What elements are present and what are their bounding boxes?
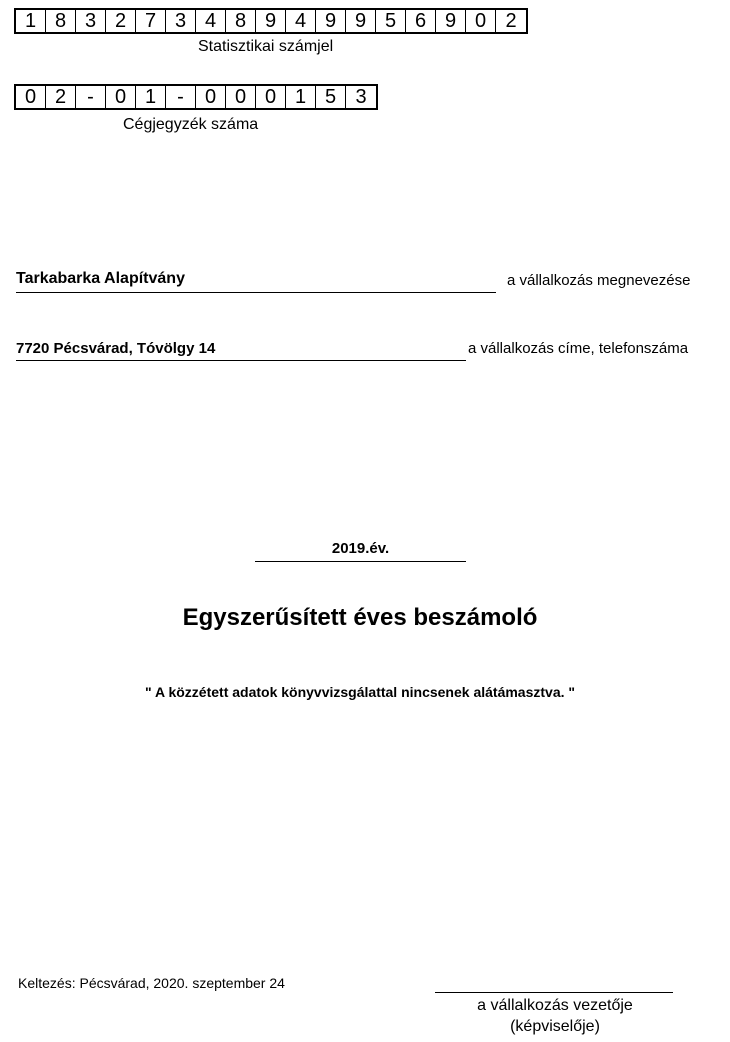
statistical-number-digit-box: 9 xyxy=(316,10,346,32)
statistical-number-digit-box: 8 xyxy=(226,10,256,32)
registration-number-digit-box: 1 xyxy=(136,86,166,108)
statistical-number-boxes xyxy=(14,8,528,34)
date-value: Keltezés: Pécsvárad, 2020. szeptember 24 xyxy=(18,975,285,991)
company-name xyxy=(16,270,496,293)
statistical-number-digit-box: 5 xyxy=(376,10,406,32)
registration-number-label: Cégjegyzék száma xyxy=(123,116,259,133)
company-address-value: 7720 Pécsvárad, Tóvölgy 14 xyxy=(16,340,216,357)
company-name-value: Tarkabarka Alapítvány xyxy=(16,270,185,287)
signature-caption-line2: (képviselője) xyxy=(510,1018,600,1035)
registration-number-digit-box: 1 xyxy=(286,86,316,108)
statistical-number-digit-box: 2 xyxy=(505,10,517,32)
company-name-label: a vállalkozás megnevezése xyxy=(507,272,691,289)
registration-number-digit-box: 2 xyxy=(46,86,76,108)
statistical-number-digit-box: 9 xyxy=(436,10,466,32)
statistical-number-digit-box: 9 xyxy=(256,10,286,32)
registration-number-digit-box: 0 xyxy=(16,86,46,108)
registration-number-digit-box: 0 xyxy=(256,86,286,108)
report-year-value: 2019.év. xyxy=(331,540,390,557)
statistical-number-digit-box: 0 xyxy=(466,10,496,32)
signature-caption-line1: a vállalkozás vezetője xyxy=(477,997,633,1014)
company-address-label: a vállalkozás címe, telefonszáma xyxy=(468,340,689,357)
registration-number-boxes xyxy=(14,84,378,110)
statistical-number-digit-box: 7 xyxy=(136,10,166,32)
statistical-number-digit-box: 4 xyxy=(196,10,226,32)
statistical-number-digit-box: 3 xyxy=(166,10,196,32)
statistical-number-label: Statisztikai számjel xyxy=(198,38,334,55)
signature-caption xyxy=(435,995,675,1037)
signature-line xyxy=(435,992,673,993)
statistical-number-digit-box: 6 xyxy=(406,10,436,32)
registration-number-digit-box: - xyxy=(166,86,196,108)
report-title: Egyszerűsített éves beszámoló xyxy=(182,604,538,631)
report-year xyxy=(255,540,466,562)
statistical-number-digit-box: 1 xyxy=(16,10,46,32)
statistical-number-digit-box: 2 xyxy=(106,10,136,32)
statistical-number-digit-box: 3 xyxy=(76,10,106,32)
statistical-number-digit-box: 4 xyxy=(286,10,316,32)
date-line xyxy=(18,975,286,991)
statistical-number-digit-box: 9 xyxy=(346,10,376,32)
registration-number-digit-box: 0 xyxy=(196,86,226,108)
company-address xyxy=(16,340,466,361)
registration-number-digit-box: 5 xyxy=(316,86,346,108)
statistical-number-digit-box: 8 xyxy=(46,10,76,32)
audit-note: " A közzétett adatok könyvvizsgálattal nincsenek alátámasztva. " xyxy=(144,684,576,700)
registration-number-digit-box: - xyxy=(76,86,106,108)
registration-number-digit-box: 3 xyxy=(355,86,367,108)
registration-number-digit-box: 0 xyxy=(226,86,256,108)
registration-number-digit-box: 0 xyxy=(106,86,136,108)
